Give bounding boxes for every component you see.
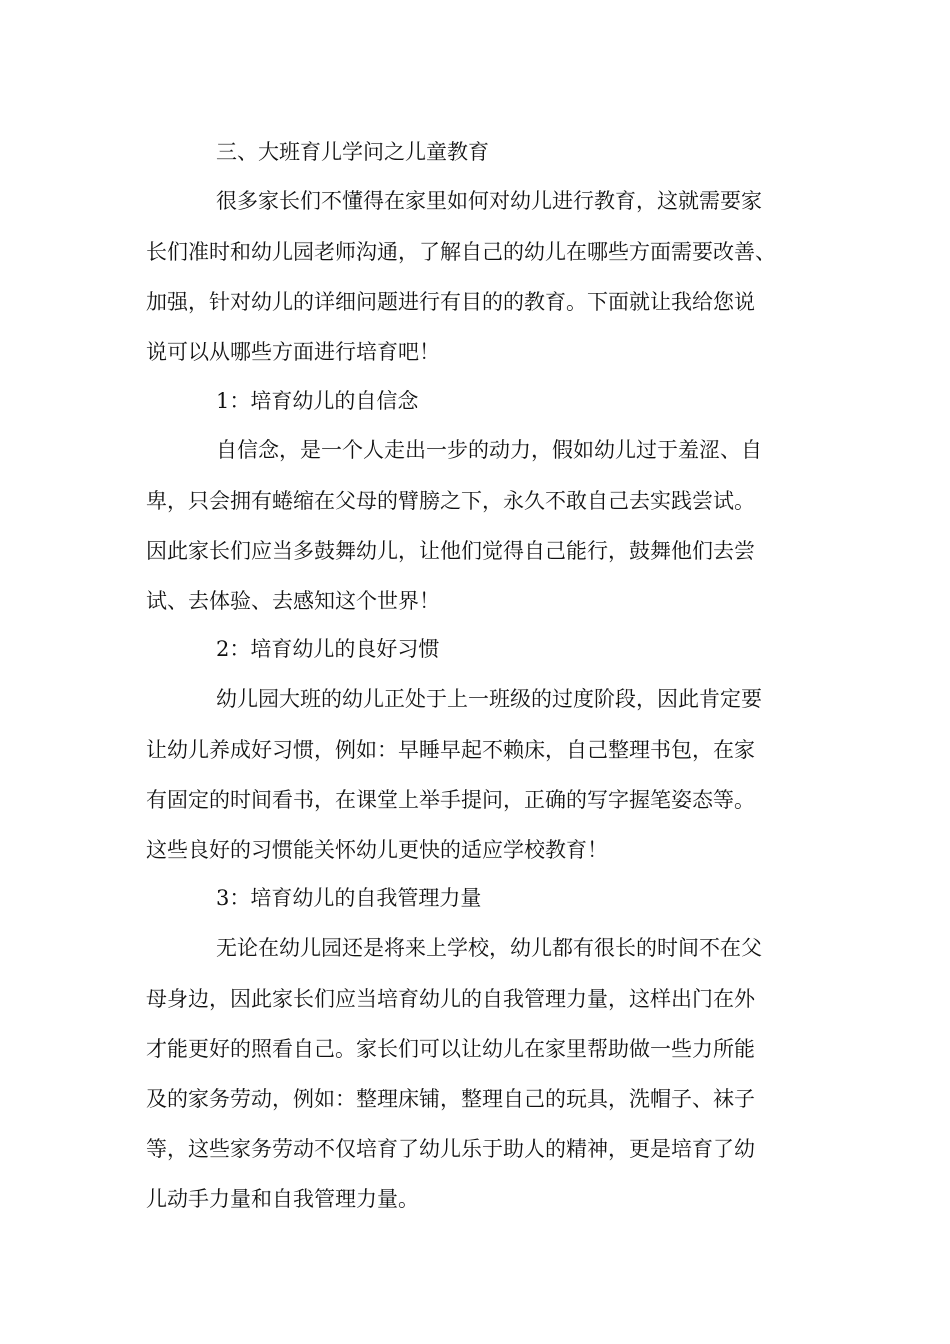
item1-line: 试、去体验、去感知这个世界！ <box>146 589 440 613</box>
intro-line: 加强，针对幼儿的详细问题进行有目的的教育。下面就让我给您说 <box>146 290 755 314</box>
item2-line: 幼儿园大班的幼儿正处于上一班级的过度阶段，因此肯定要 <box>216 687 762 711</box>
item3-title: 3：培育幼儿的自我管理力量 <box>216 886 482 910</box>
item2-line: 这些良好的习惯能关怀幼儿更快的适应学校教育！ <box>146 838 608 862</box>
item2-line: 让幼儿养成好习惯，例如：早睡早起不赖床，自己整理书包，在家 <box>146 738 755 762</box>
intro-line: 很多家长们不懂得在家里如何对幼儿进行教育，这就需要家 <box>216 189 762 213</box>
item3-line: 儿动手力量和自我管理力量。 <box>146 1187 419 1211</box>
item1-line: 卑，只会拥有蜷缩在父母的臂膀之下，永久不敢自己去实践尝试。 <box>146 489 755 513</box>
item3-line: 母身边，因此家长们应当培育幼儿的自我管理力量，这样出门在外 <box>146 987 755 1011</box>
item1-line: 因此家长们应当多鼓舞幼儿，让他们觉得自己能行，鼓舞他们去尝 <box>146 539 755 563</box>
section-heading: 三、大班育儿学问之儿童教育 <box>216 140 489 164</box>
item3-line: 等，这些家务劳动不仅培育了幼儿乐于助人的精神，更是培育了幼 <box>146 1137 755 1161</box>
item3-line: 才能更好的照看自己。家长们可以让幼儿在家里帮助做一些力所能 <box>146 1037 755 1061</box>
item3-line: 无论在幼儿园还是将来上学校，幼儿都有很长的时间不在父 <box>216 936 762 960</box>
item2-title: 2：培育幼儿的良好习惯 <box>216 637 440 661</box>
item3-line: 及的家务劳动，例如：整理床铺，整理自己的玩具，洗帽子、袜子 <box>146 1087 755 1111</box>
item1-title: 1：培育幼儿的自信念 <box>216 389 419 413</box>
item2-line: 有固定的时间看书，在课堂上举手提问，正确的写字握笔姿态等。 <box>146 788 755 812</box>
item1-line: 自信念，是一个人走出一步的动力，假如幼儿过于羞涩、自 <box>216 438 762 462</box>
intro-line: 说可以从哪些方面进行培育吧！ <box>146 340 440 364</box>
intro-line: 长们准时和幼儿园老师沟通，了解自己的幼儿在哪些方面需要改善、 <box>146 240 776 264</box>
